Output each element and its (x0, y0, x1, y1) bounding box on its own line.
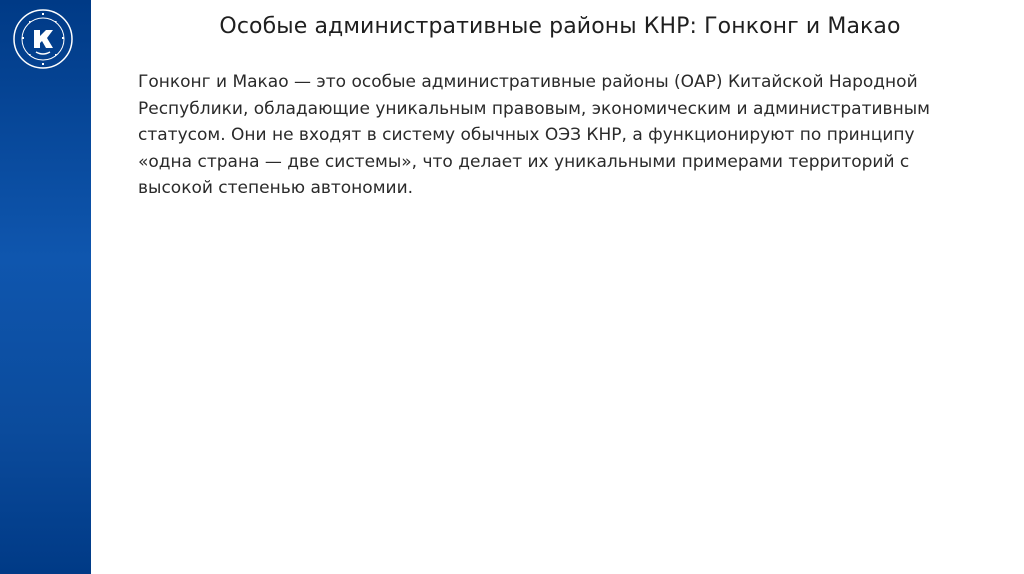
paragraph-line: высокой степенью автономии. (138, 178, 414, 198)
university-emblem-icon (12, 8, 74, 70)
body-paragraph (138, 69, 968, 202)
paragraph-line: «одна страна — две системы», что делает их уникальными примерами территорий с (138, 151, 910, 172)
paragraph-line: статусом. Они не входят в систему обычных ОЭЗ КНР, а функционируют по принципу (138, 125, 915, 145)
sidebar (0, 0, 91, 574)
paragraph-line: Республики, обладающие уникальным правовым, экономическим и административным (138, 98, 930, 119)
slide-title: Особые административные районы КНР: Гонконг и Макао (219, 14, 901, 39)
paragraph-line: Гонконг и Макао — это особые административные районы (ОАР) Китайской Народной (138, 72, 918, 92)
